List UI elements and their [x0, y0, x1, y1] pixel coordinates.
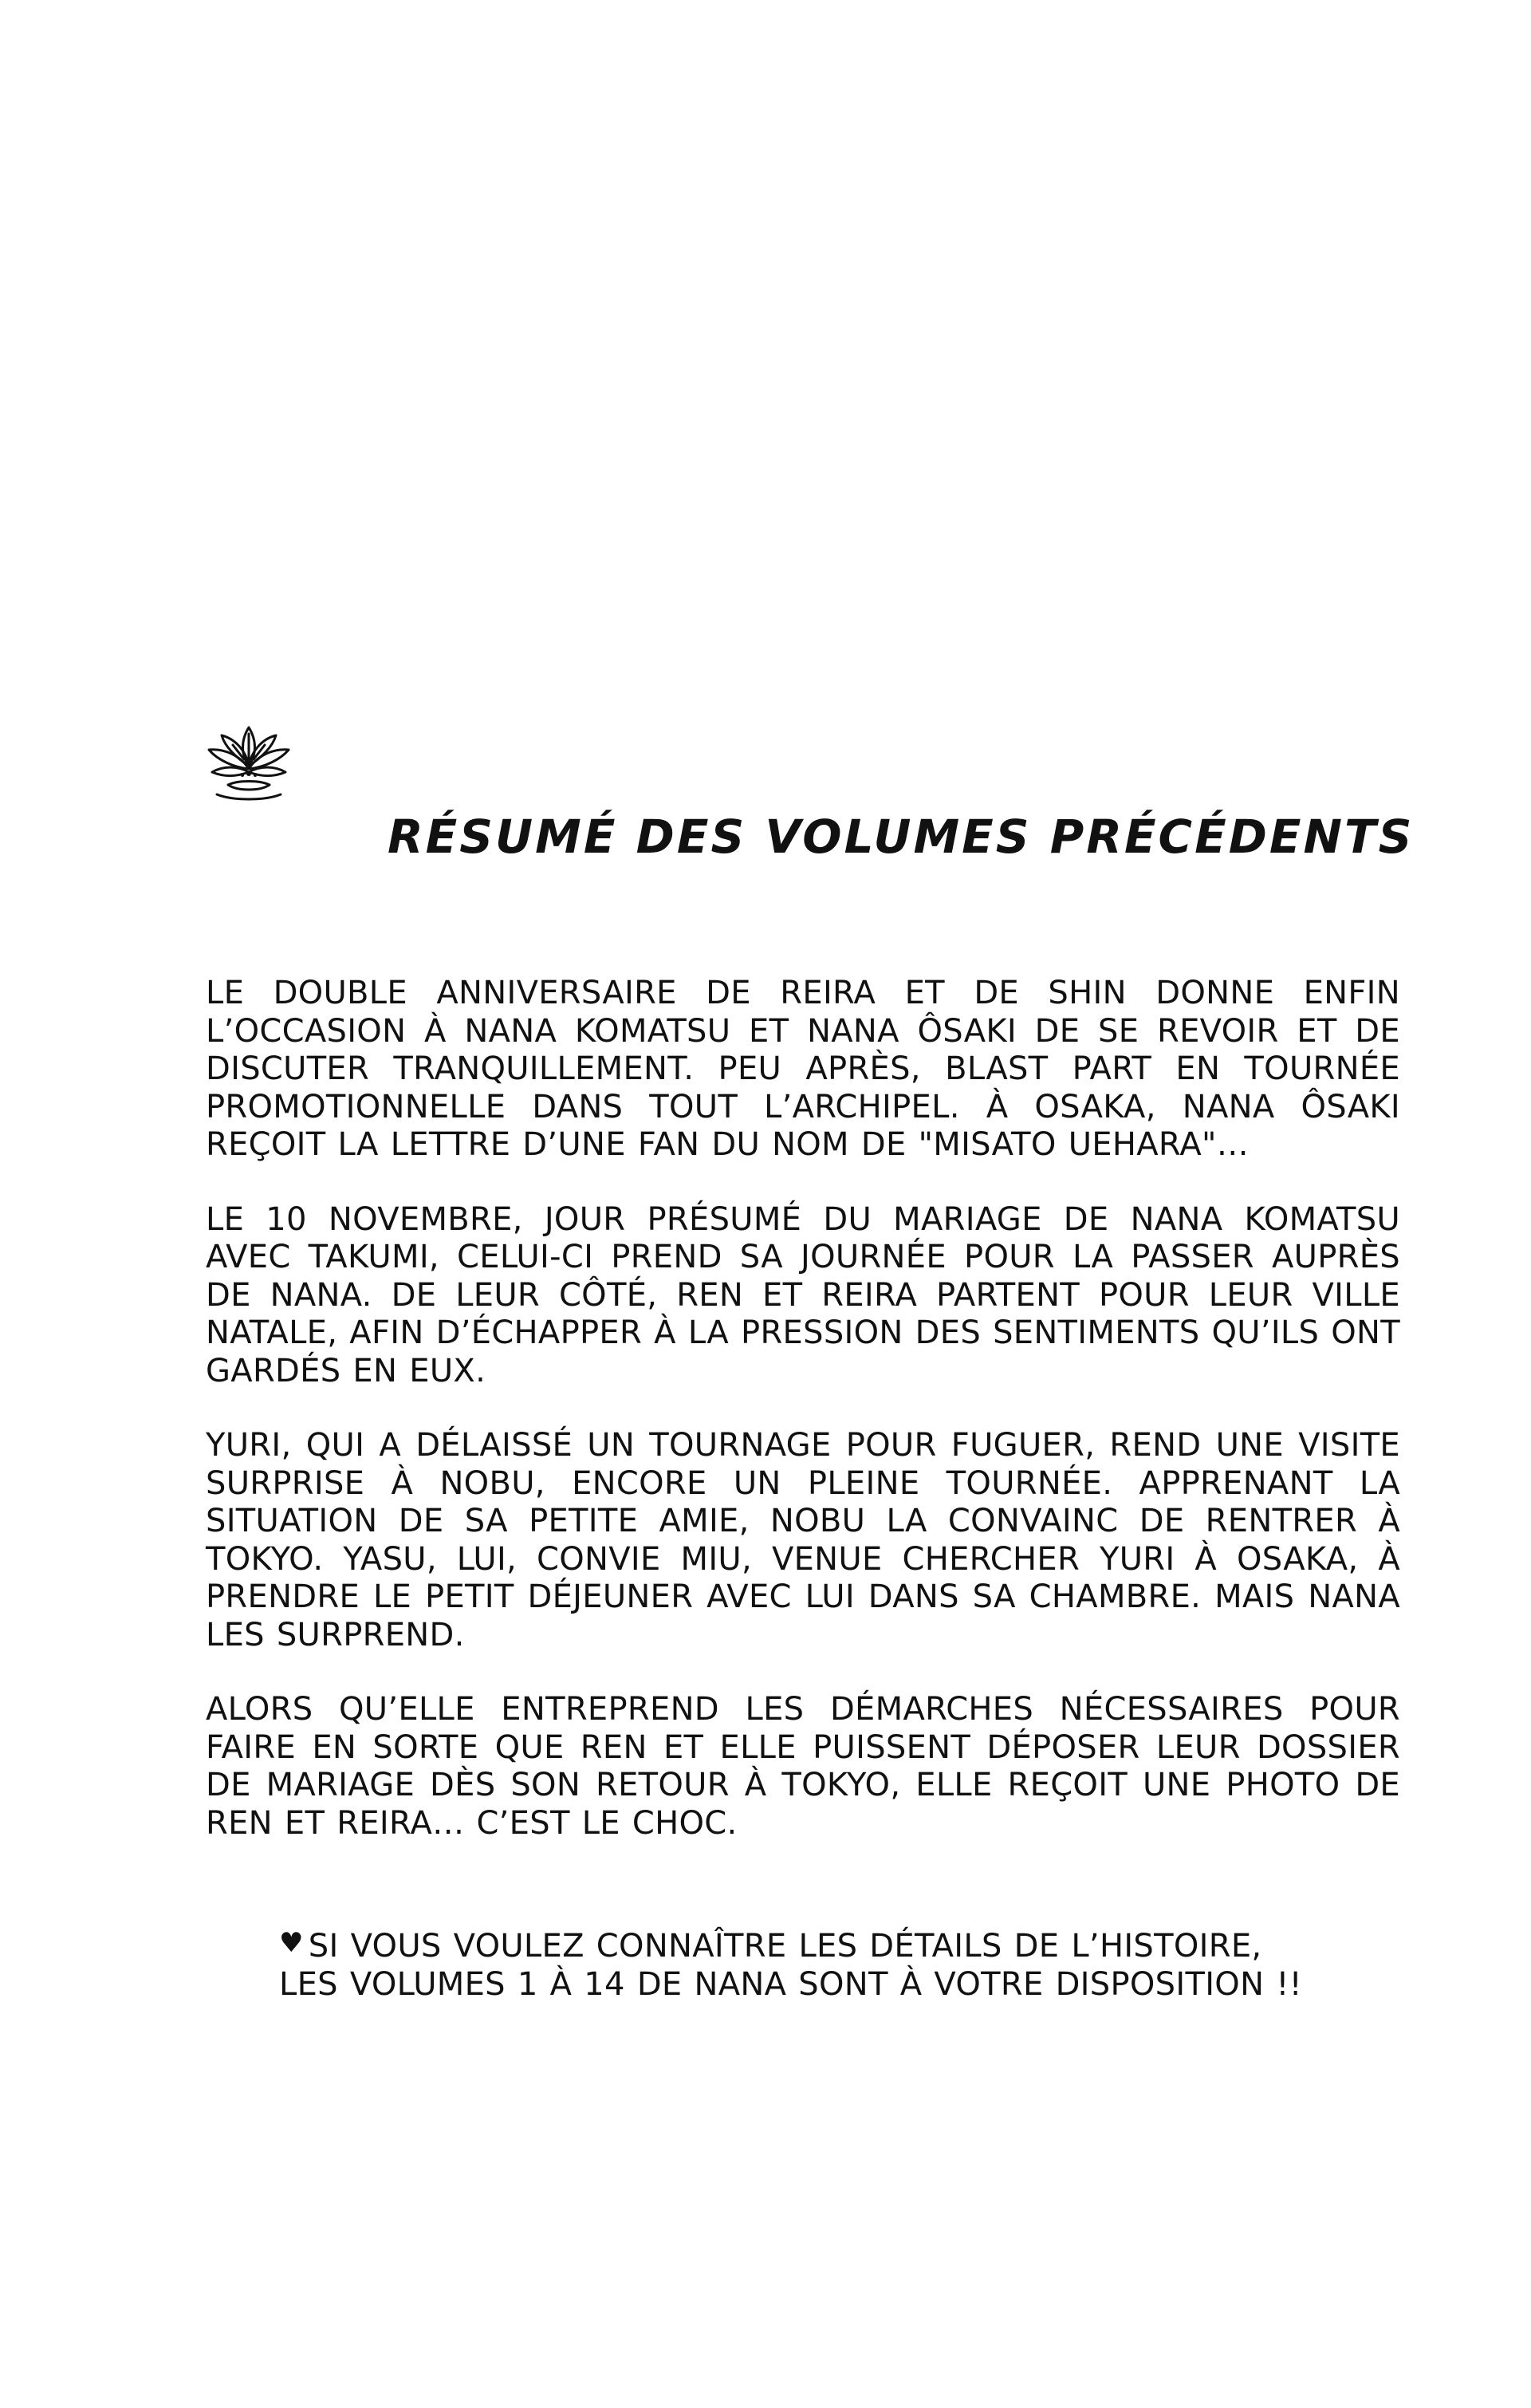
summary-paragraph: LE DOUBLE ANNIVERSAIRE DE REIRA ET DE SHIN DONNE ENFIN L’OCCASION À NANA KOMATSU ET NANA ÔSAKI DE SE REVOIR ET DE DISCUTER TRANQUILLEMENT. PEU APRÈS, BLAST PART EN TOURNÉE PROMOTIONNELLE DANS TOUT L’ARCHIPEL. À OSAKA, NANA ÔSAKI REÇOIT LA LETTRE D’UNE FAN DU NOM DE "MISATO UEHARA"… — [206, 975, 1400, 1163]
note-line-2: LES VOLUMES 1 À 14 DE NANA SONT À VOTRE DISPOSITION !! — [279, 1966, 1302, 2003]
summary-text — [206, 975, 1400, 1879]
note-line-1 — [279, 1924, 1379, 1965]
lotus-flower-icon — [201, 718, 297, 806]
page-title: RÉSUMÉ DES VOLUMES PRÉCÉDENTS — [388, 810, 1415, 864]
note-text-1: SI VOUS VOULEZ CONNAÎTRE LES DÉTAILS DE L’HISTOIRE, — [308, 1928, 1262, 1965]
heart-icon: ♥ — [279, 1927, 304, 1959]
summary-paragraph: YURI, QUI A DÉLAISSÉ UN TOURNAGE POUR FUGUER, REND UNE VISITE SURPRISE À NOBU, ENCORE UN PLEINE TOURNÉE. APPRENANT LA SITUATION DE SA PETITE AMIE, NOBU LA CONVAINC DE RENTRER À TOKYO. YASU, LUI, CONVIE MIU, VENUE CHERCHER YURI À OSAKA, À PRENDRE LE PETIT DÉJEUNER AVEC LUI DANS SA CHAMBRE. MAIS NANA LES SURPREND. — [206, 1427, 1400, 1653]
closing-note — [279, 1924, 1379, 2004]
summary-paragraph: LE 10 NOVEMBRE, JOUR PRÉSUMÉ DU MARIAGE DE NANA KOMATSU AVEC TAKUMI, CELUI-CI PREND SA JOURNÉE POUR LA PASSER AUPRÈS DE NANA. DE LEUR CÔTÉ, REN ET REIRA PARTENT POUR LEUR VILLE NATALE, AFIN D’ÉCHAPPER À LA PRESSION DES SENTIMENTS QU’ILS ONT GARDÉS EN EUX. — [206, 1200, 1400, 1389]
summary-paragraph: ALORS QU’ELLE ENTREPREND LES DÉMARCHES NÉCESSAIRES POUR FAIRE EN SORTE QUE REN ET ELLE PUISSENT DÉPOSER LEUR DOSSIER DE MARIAGE DÈS SON RETOUR À TOKYO, ELLE REÇOIT UNE PHOTO DE REN ET REIRA… C’EST LE CHOC. — [206, 1691, 1400, 1842]
